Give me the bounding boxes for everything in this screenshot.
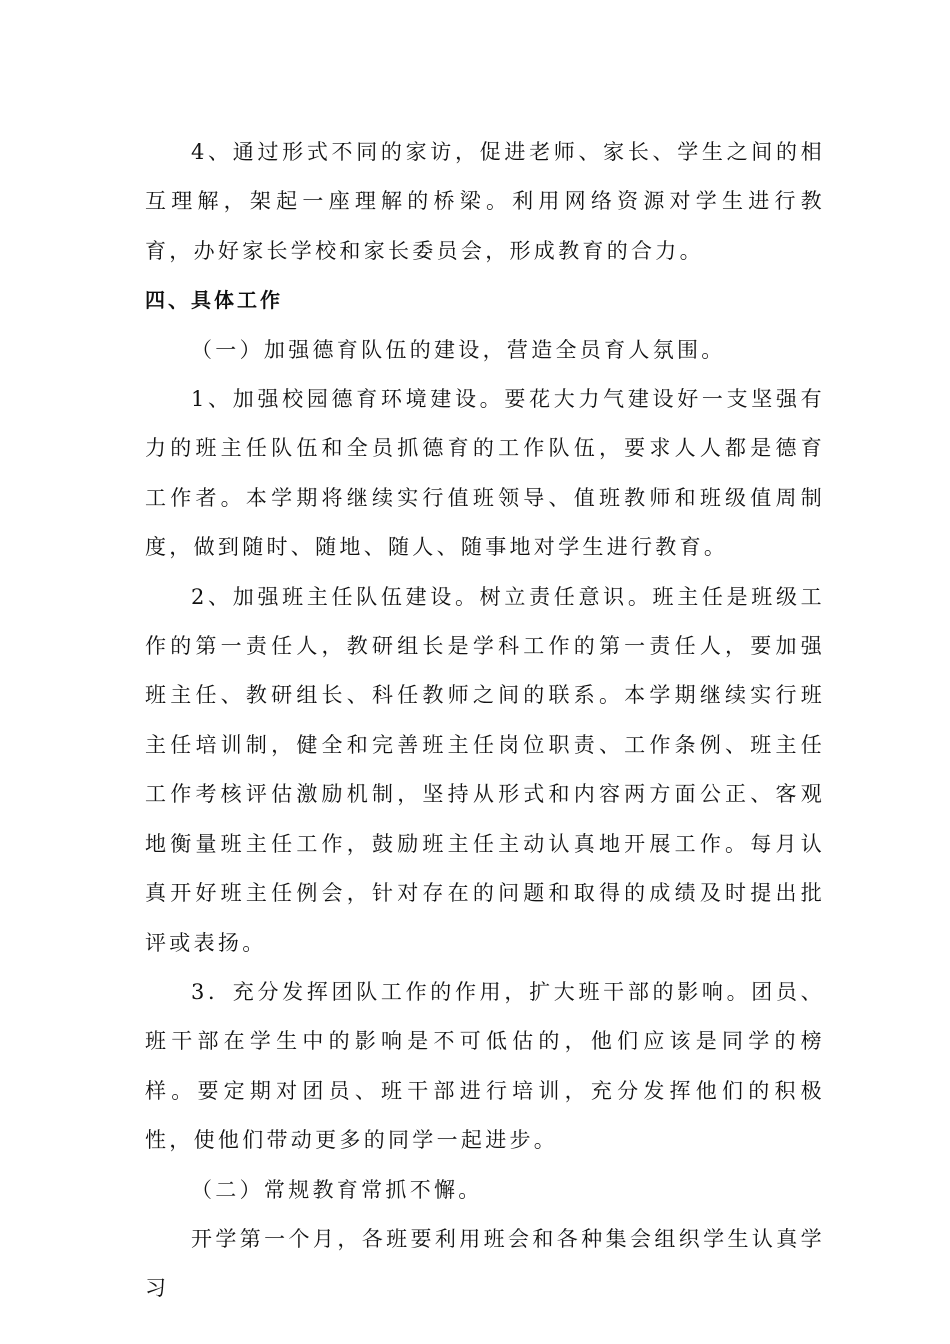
paragraph-league-and-class-cadres: 3．充分发挥团队工作的作用，扩大班干部的影响。团员、班干部在学生中的影响是不可低估的，他们应该是同学的榜样。要定期对团员、班干部进行培训，充分发挥他们的积极性，使他们带动更多的同学一起进步。 [145,979,825,1153]
subheading-routine-education: （二）常规教育常抓不懈。 [191,1177,483,1202]
subheading-team-building: （一）加强德育队伍的建设，营造全员育人氛围。 [191,337,726,362]
section-heading-specific-work: 四、具体工作 [145,288,283,313]
document-body [145,128,825,1314]
paragraph-first-month: 开学第一个月，各班要利用班会和各种集会组织学生认真学习 [145,1226,825,1301]
paragraph-head-teacher-team: 2、加强班主任队伍建设。树立责任意识。班主任是班级工作的第一责任人，教研组长是学科工作的第一责任人，要加强班主任、教研组长、科任教师之间的联系。本学期继续实行班主任培训制，健全和完善班主任岗位职责、工作条例、班主任工作考核评估激励机制，坚持从形式和内容两方面公正、客观地衡量班主任工作，鼓励班主任主动认真地开展工作。每月认真开好班主任例会，针对存在的问题和取得的成绩及时提出批评或表扬。 [145,584,825,955]
paragraph-campus-environment: 1、加强校园德育环境建设。要花大力气建设好一支坚强有力的班主任队伍和全员抓德育的工作队伍，要求人人都是德育工作者。本学期将继续实行值班领导、值班教师和班级值周制度，做到随时、随地、随人、随事地对学生进行教育。 [145,387,825,560]
paragraph-home-visits: 4、通过形式不同的家访，促进老师、家长、学生之间的相互理解，架起一座理解的桥梁。利用网络资源对学生进行教育，办好家长学校和家长委员会，形成教育的合力。 [145,140,825,263]
